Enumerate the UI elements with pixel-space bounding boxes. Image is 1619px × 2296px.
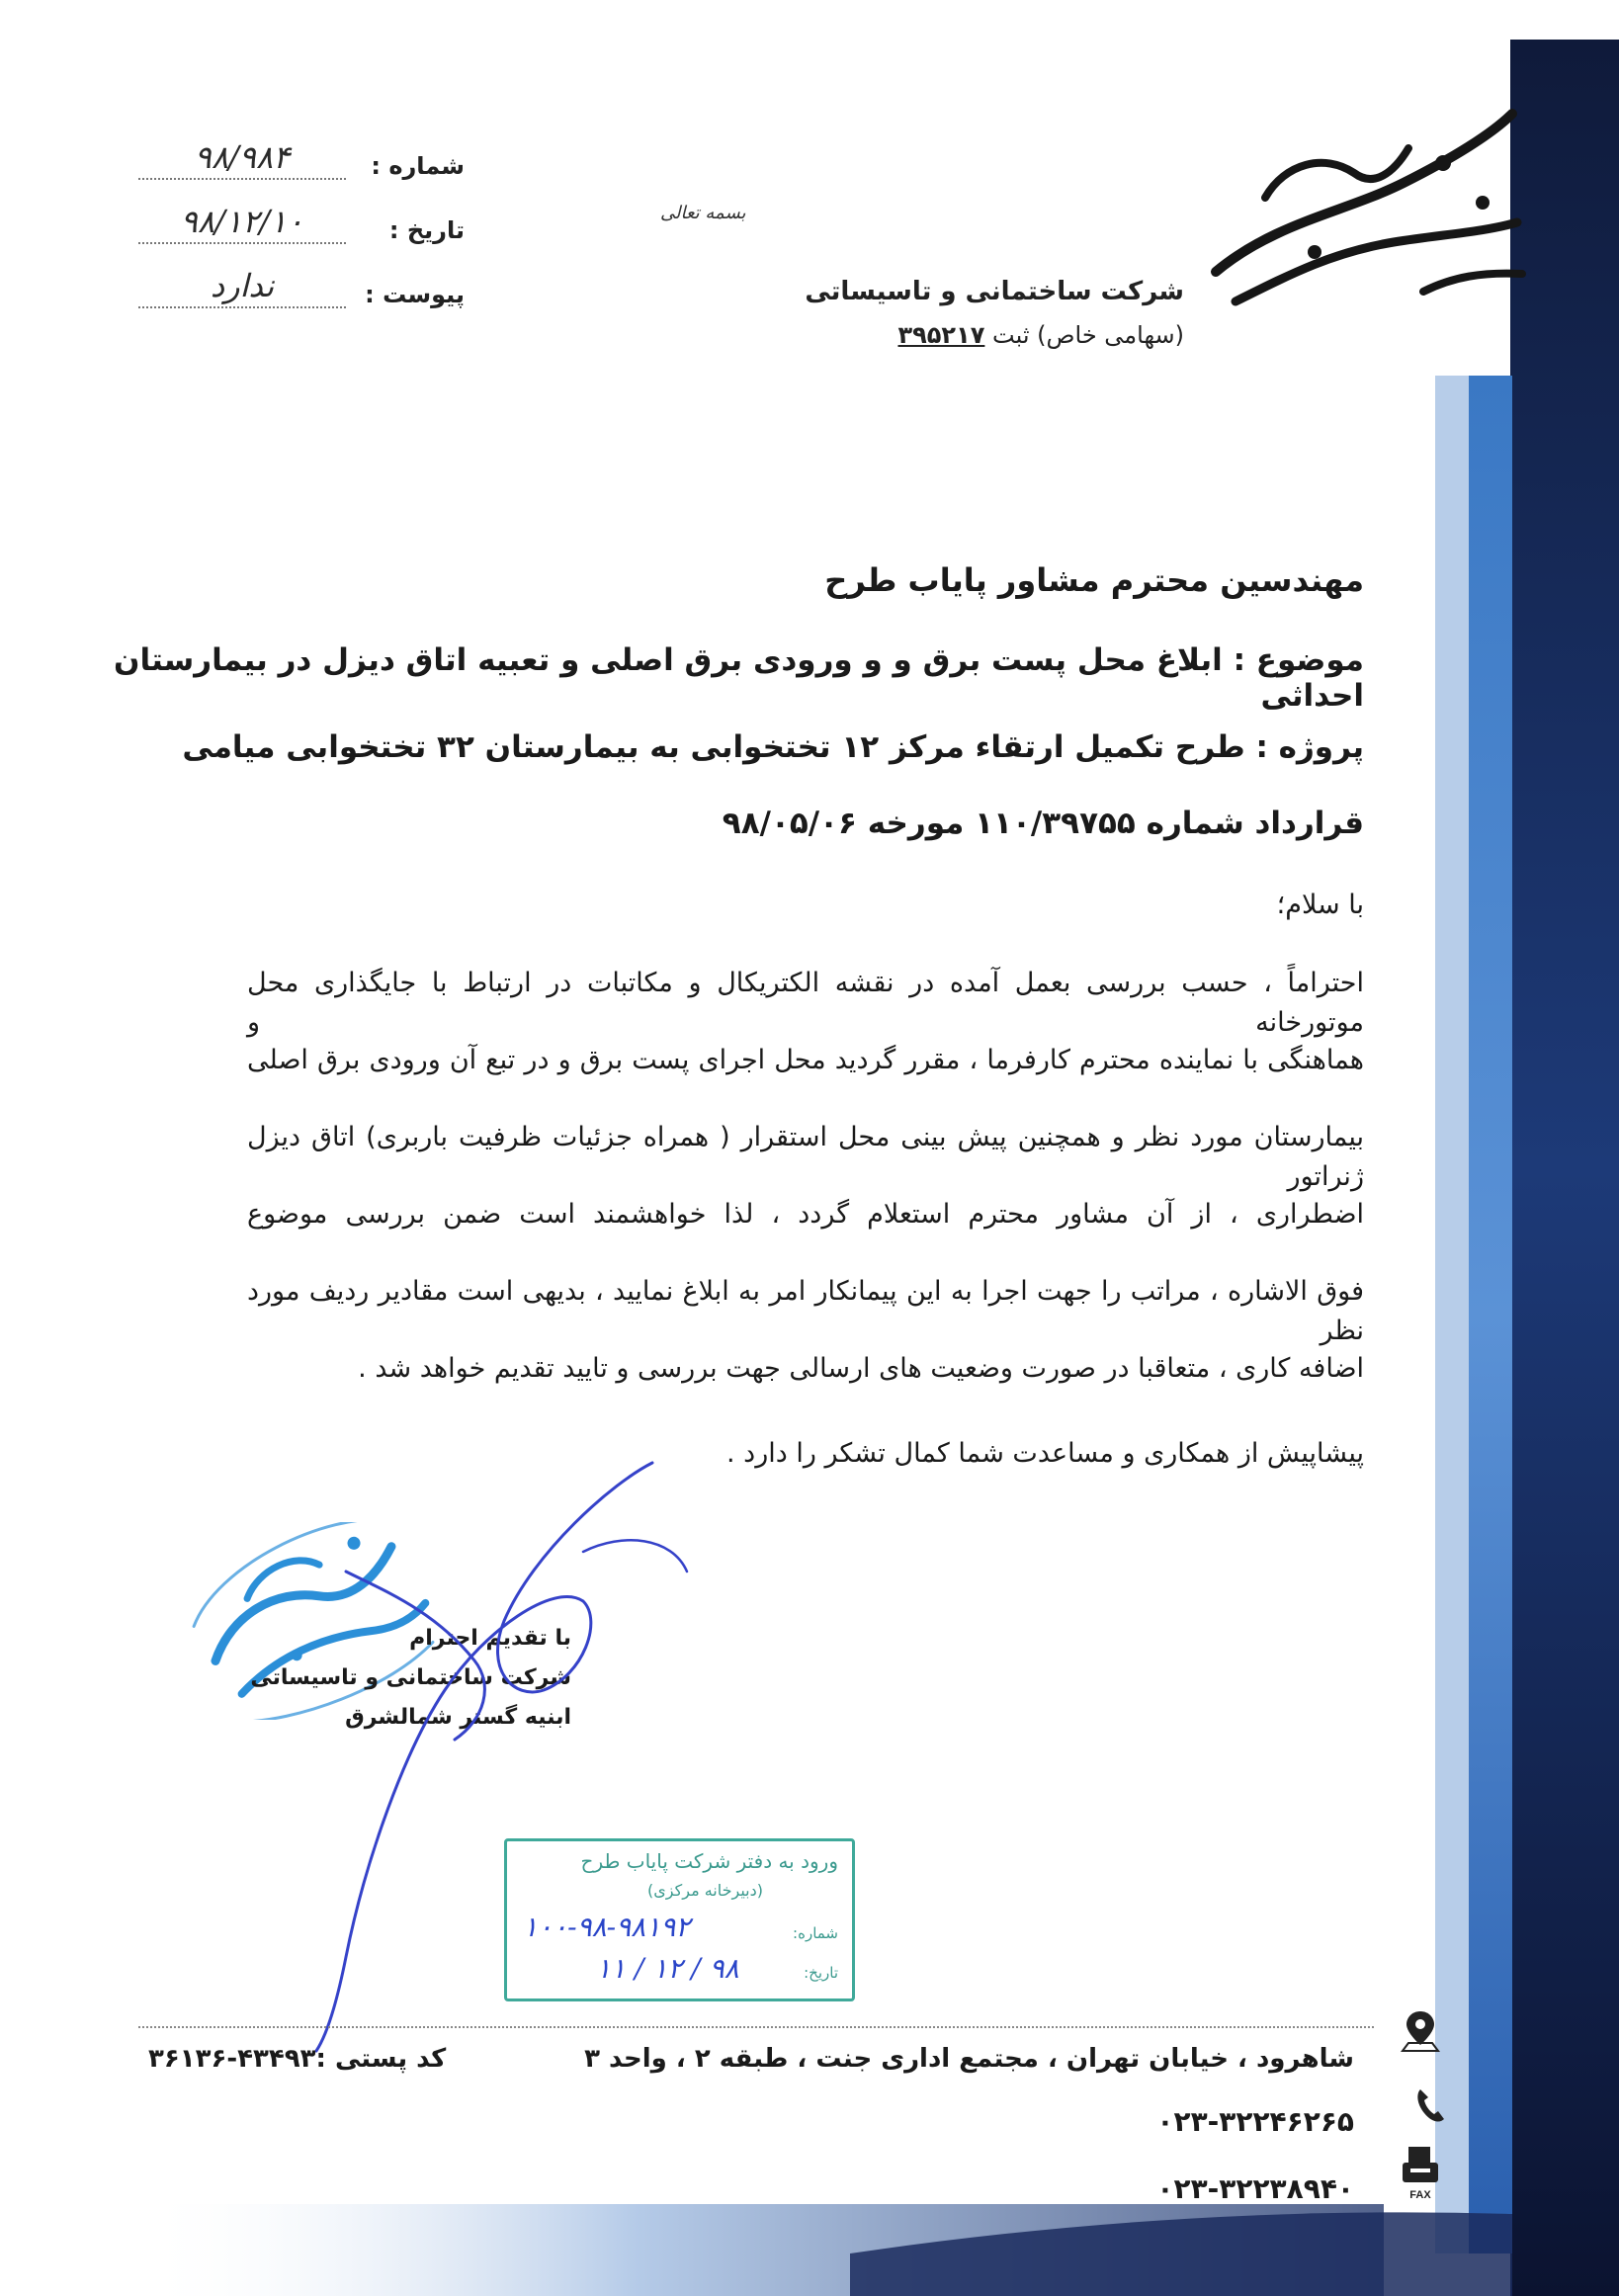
footer-phone-number: ۰۲۳-۳۲۲۴۶۲۶۵ xyxy=(1156,2105,1354,2138)
receipt-number-label: شماره: xyxy=(793,1924,838,1942)
attachment-row xyxy=(138,267,465,316)
greeting: با سلام؛ xyxy=(1276,890,1364,920)
company-logo xyxy=(1196,104,1532,316)
company-type: شرکت ساختمانی و تاسیساتی xyxy=(805,277,1184,306)
receipt-date-label: تاریخ: xyxy=(804,1964,838,1982)
body-line: فوق الاشاره ، مراتب را جهت اجرا به این پیمانکار امر به ابلاغ نمایید ، بدیهی است مقادیر ردیف مورد نظر xyxy=(247,1276,1364,1346)
location-pin-icon xyxy=(1399,2009,1442,2053)
fax-icon-label: FAX xyxy=(1409,2189,1431,2201)
company-registration xyxy=(897,321,1184,349)
fax-icon xyxy=(1399,2143,1442,2202)
closing-line: پیشاپیش از همکاری و مساعدت شما کمال تشکر را دارد . xyxy=(726,1438,1364,1469)
footer-postal-code: کد پستی :۴۳۴۹۳-۳۶۱۳۶ xyxy=(148,2044,447,2074)
body-line: هماهنگی با نماینده محترم کارفرما ، مقرر گردید محل اجرای پست برق و در تبع آن ورودی برق اصلی xyxy=(247,1045,1364,1075)
attachment-value: ندارد xyxy=(138,267,346,308)
body-line: بیمارستان مورد نظر و همچنین پیش بینی محل استقرار ( همراه جزئیات ظرفیت باربری) اتاق دیزل ژنراتور xyxy=(247,1122,1364,1192)
receipt-stamp xyxy=(504,1838,855,2001)
body-line: اضافه کاری ، متعاقبا در صورت وضعیت های ارسالی جهت بررسی و تایید تقدیم خواهد شد . xyxy=(358,1353,1364,1384)
receipt-date-value: ۹۸ / ۱۲ / ۱۱ xyxy=(596,1952,739,1985)
letter-date-label: تاریخ : xyxy=(388,216,465,244)
letter-number-label: شماره : xyxy=(371,152,465,180)
letter-number-row xyxy=(138,138,465,188)
letter-date-row xyxy=(138,203,465,252)
receipt-stamp-subtitle: (دبیرخانه مرکزی) xyxy=(647,1881,763,1900)
footer-divider xyxy=(138,2026,1374,2028)
letter-body xyxy=(247,964,1364,1426)
receipt-number-value: ۱۰۰-۹۸-۹۸۱۹۲ xyxy=(523,1911,691,1943)
subject-line: موضوع : ابلاغ محل پست برق و و ورودی برق اصلی و تعبیه اتاق دیزل در بیمارستان احداثی xyxy=(113,642,1364,714)
signature-company-name: ابنیه گستر شمالشرق xyxy=(345,1705,571,1730)
body-line: اضطراری ، از آن مشاور محترم استعلام گردد ، لذا خواهشمند است ضمن بررسی موضوع xyxy=(247,1199,1364,1230)
body-line: احتراماً ، حسب بررسی بعمل آمده در نقشه الکتریکال و مکاتبات در ارتباط با جایگذاری محل موتورخانه و xyxy=(247,968,1364,1038)
letter-date-value: ۹۸/۱۲/۱۰ xyxy=(138,203,346,244)
letter-number-value: ۹۸/۹۸۴ xyxy=(138,138,346,180)
footer-fax-number: ۰۲۳-۳۲۲۳۸۹۴۰ xyxy=(1156,2172,1354,2205)
basmala: بسمه تعالی xyxy=(660,203,746,223)
footer-address: شاهرود ، خیابان تهران ، مجتمع اداری جنت ، طبقه ۲ ، واحد ۳ xyxy=(584,2044,1354,2074)
contract-line: قرارداد شماره ۱۱۰/۳۹۷۵۵ مورخه ۹۸/۰۵/۰۶ xyxy=(722,806,1364,841)
receipt-stamp-title: ورود به دفتر شرکت پایاب طرح xyxy=(580,1849,838,1873)
attachment-label: پیوست : xyxy=(365,281,465,308)
project-line: پروژه : طرح تکمیل ارتقاء مرکز ۱۲ تختخوابی به بیمارستان ۳۲ تختخوابی میامی xyxy=(182,729,1364,765)
addressee: مهندسین محترم مشاور پایاب طرح xyxy=(824,561,1364,599)
phone-icon xyxy=(1408,2083,1452,2127)
signature-company-type: شرکت ساختمانی و تاسیساتی xyxy=(250,1665,571,1690)
registration-prefix: (سهامی خاص) ثبت xyxy=(992,321,1184,349)
signature-regards: با تقدیم احترام xyxy=(409,1626,571,1651)
registration-number: ۳۹۵۲۱۷ xyxy=(897,321,985,349)
